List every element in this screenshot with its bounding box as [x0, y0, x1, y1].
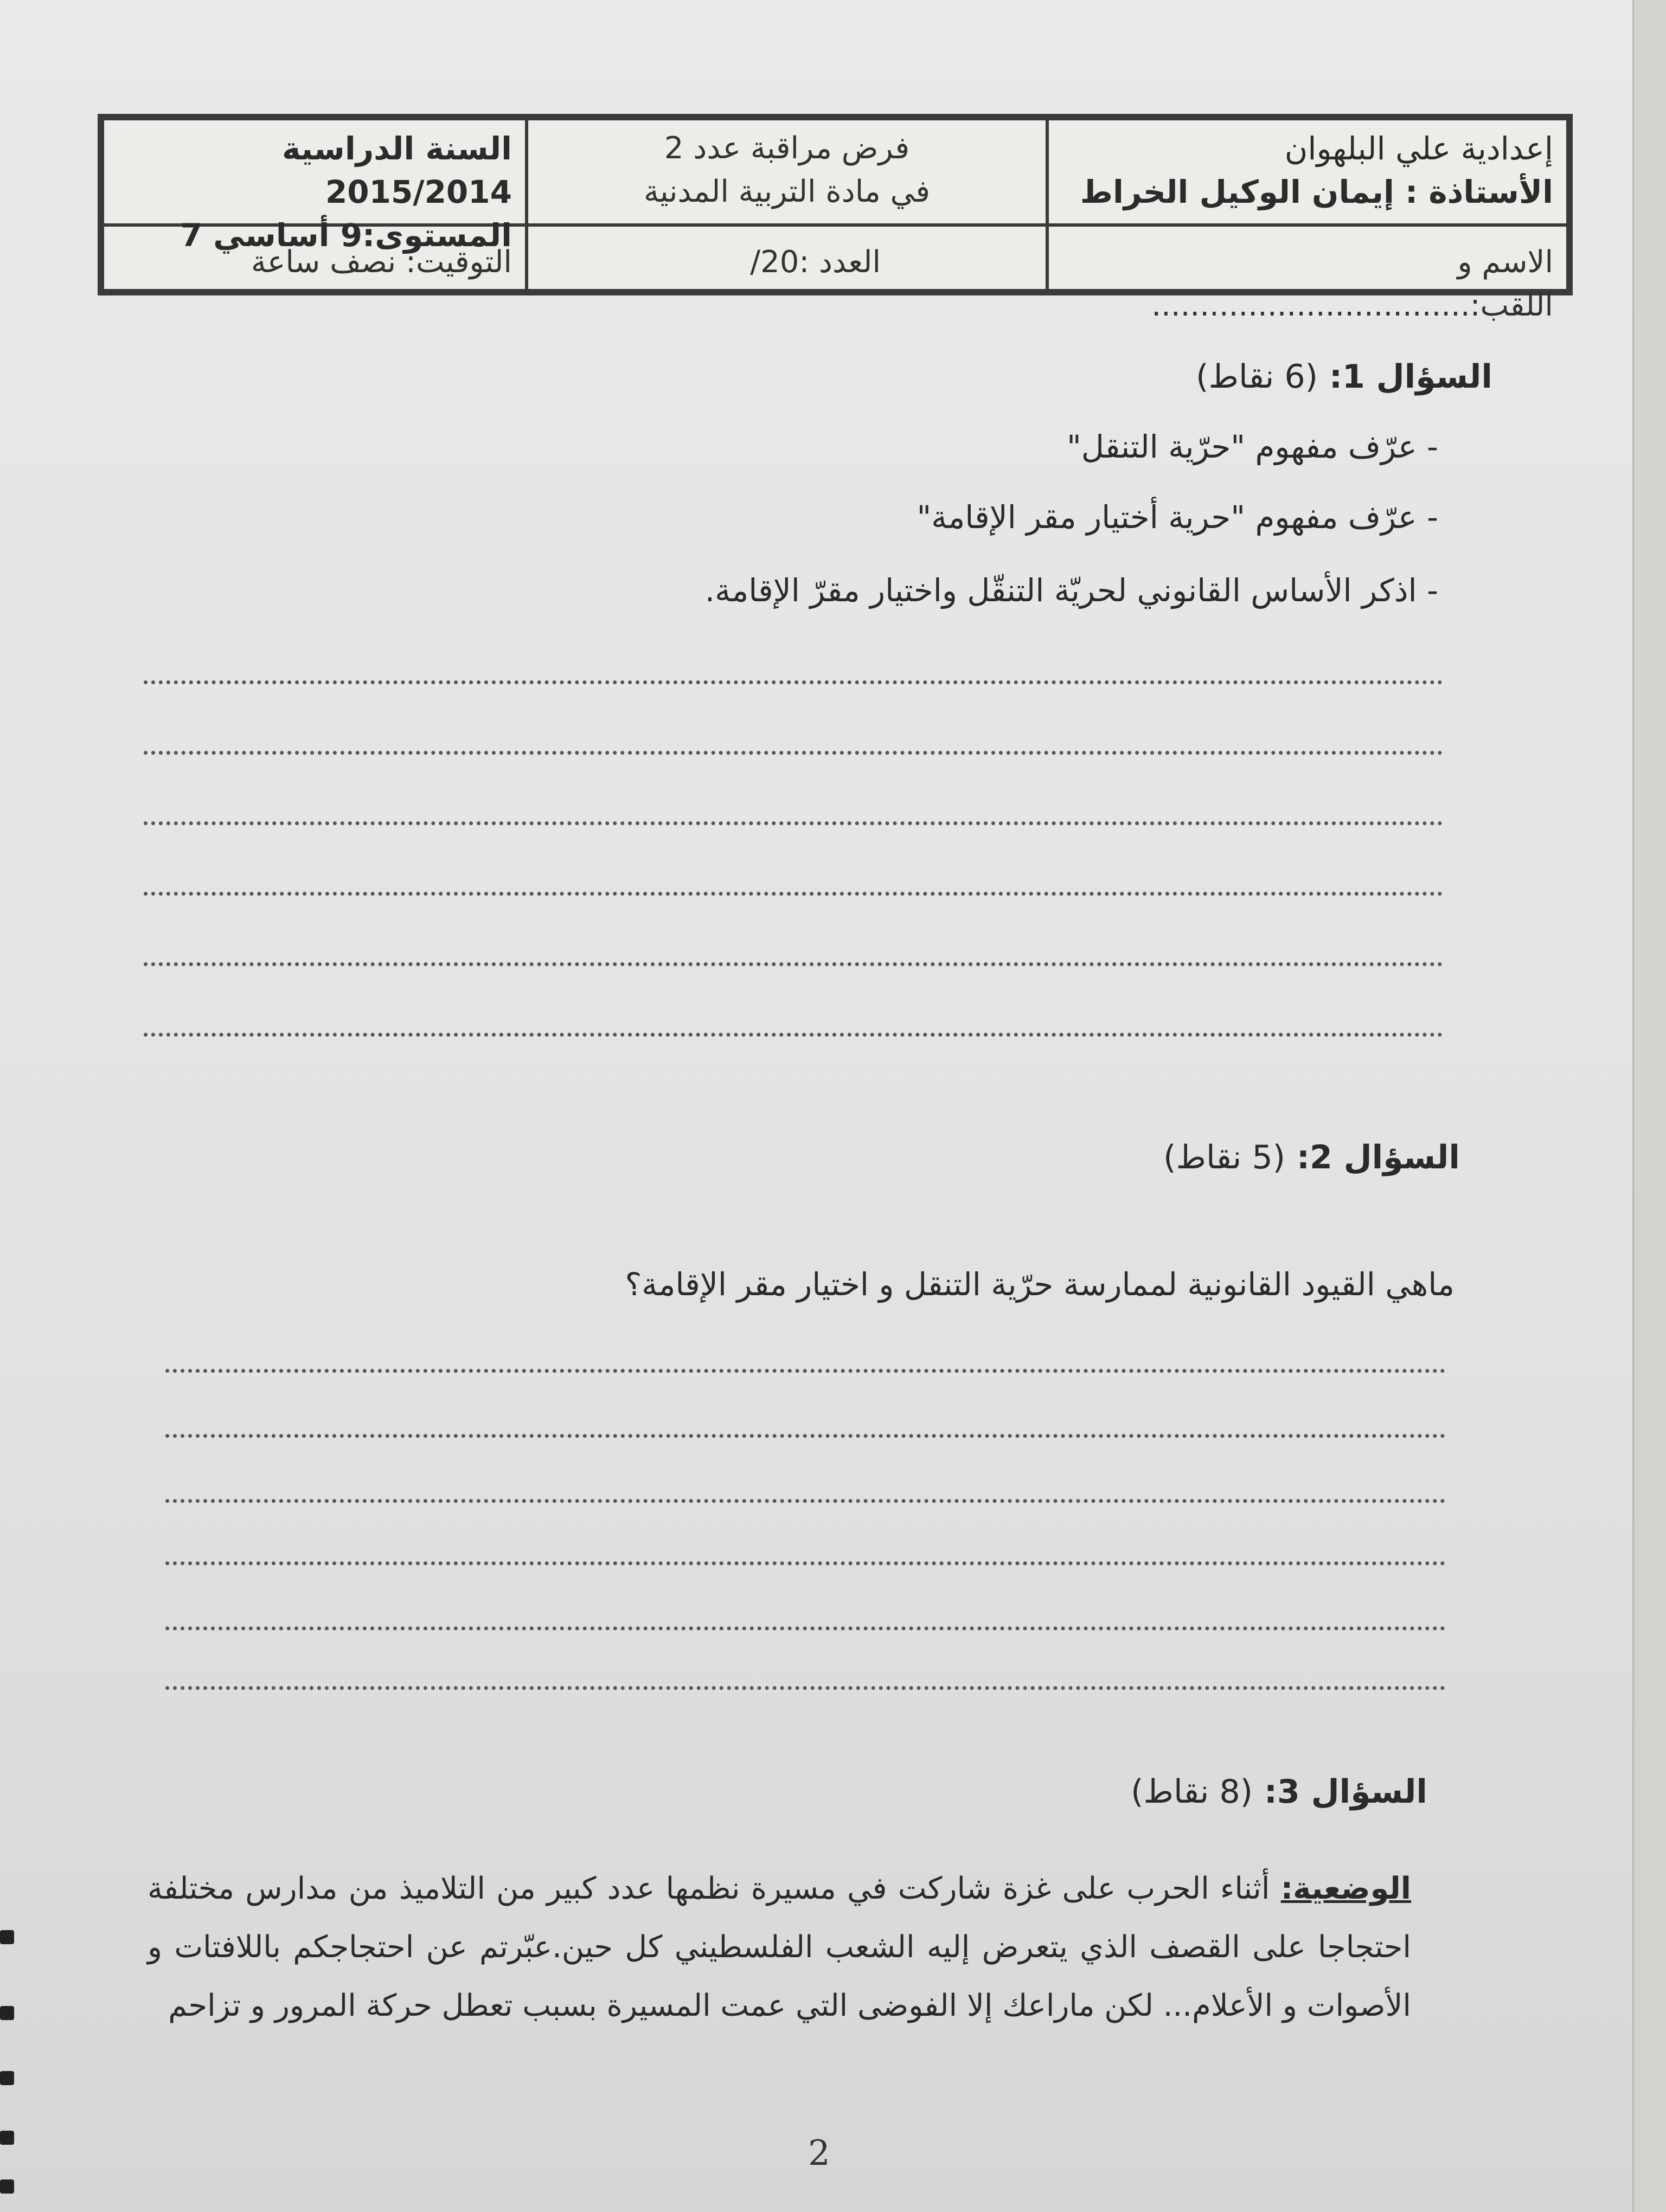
subject: في مادة التربية المدنية — [643, 174, 930, 209]
school-cell — [1046, 120, 1566, 223]
q1-item-1: - عرّف مفهوم "حرّية التنقل" — [1067, 428, 1438, 465]
header-row-1 — [104, 120, 1566, 254]
answer-line[interactable] — [165, 1626, 1445, 1630]
answer-line[interactable] — [144, 892, 1443, 896]
q3-title — [1131, 1773, 1427, 1811]
answer-line[interactable] — [144, 962, 1443, 966]
timing-cell — [104, 227, 525, 289]
q1-points: (6 نقاط) — [1196, 358, 1318, 396]
score-field[interactable]: العدد :20/ — [750, 245, 881, 280]
school-name: إعدادية علي البلهوان — [1284, 130, 1553, 167]
teacher-name: الأستاذة : إيمان الوكيل الخراط — [1080, 173, 1553, 210]
q1-label: السؤال 1: — [1329, 358, 1492, 396]
q1-item-2: - عرّف مفهوم "حرية أختيار مقر الإقامة" — [917, 499, 1438, 536]
answer-line[interactable] — [165, 1499, 1445, 1503]
name-field[interactable]: الاسم و اللقب:................................. — [1151, 245, 1553, 323]
situation-label: الوضعية: — [1280, 1871, 1411, 1906]
answer-line[interactable] — [144, 1033, 1443, 1037]
q2-label: السؤال 2: — [1296, 1139, 1460, 1176]
binding-holes — [0, 1898, 22, 2212]
exam-title-cell — [525, 120, 1046, 223]
q3-situation — [148, 1860, 1411, 2035]
answer-line[interactable] — [165, 1369, 1445, 1373]
year-cell — [104, 120, 525, 254]
answer-line[interactable] — [165, 1686, 1445, 1690]
q2-points: (5 نقاط) — [1163, 1139, 1286, 1176]
q3-points: (8 نقاط) — [1131, 1773, 1253, 1811]
page-edge — [1632, 0, 1666, 2212]
answer-line[interactable] — [144, 751, 1443, 755]
q1-title — [1196, 358, 1492, 396]
answer-line[interactable] — [165, 1434, 1445, 1438]
header-row-2 — [104, 227, 1566, 323]
answer-line[interactable] — [144, 680, 1443, 684]
exam-title: فرض مراقبة عدد 2 — [664, 131, 910, 166]
answer-line[interactable] — [165, 1561, 1445, 1565]
q2-question: ماهي القيود القانونية لممارسة حرّية التنقل و اختيار مقر الإقامة؟ — [625, 1266, 1454, 1303]
situation-text: أثناء الحرب على غزة شاركت في مسيرة نظمها عدد كبير من التلاميذ من مدارس مختلفة احتجاجا على القصف الذي يتعرض إليه الشعب الفلسطيني كل حين.عبّرتم عن احتجاجكم باللافتات و الأصوات و الأعلام... لكن ماراعك إلا الفوضى التي عمت المسيرة بسبب تعطل حركة المرور و تزاحم — [148, 1871, 1411, 2023]
answer-line[interactable] — [144, 821, 1443, 825]
q1-item-3: - اذكر الأساس القانوني لحريّة التنقّل واختيار مقرّ الإقامة. — [704, 572, 1438, 609]
level: المستوى:9 أساسي 7 — [180, 217, 512, 254]
exam-header-table — [98, 114, 1573, 323]
school-year: السنة الدراسية 2015/2014 — [281, 130, 512, 210]
page-number: 2 — [808, 2133, 830, 2174]
q3-label: السؤال 3: — [1264, 1773, 1427, 1811]
q2-title — [1163, 1139, 1460, 1176]
name-cell[interactable] — [1046, 227, 1566, 323]
timing: التوقيت: نصف ساعة — [251, 245, 512, 280]
score-cell[interactable] — [525, 227, 1046, 289]
